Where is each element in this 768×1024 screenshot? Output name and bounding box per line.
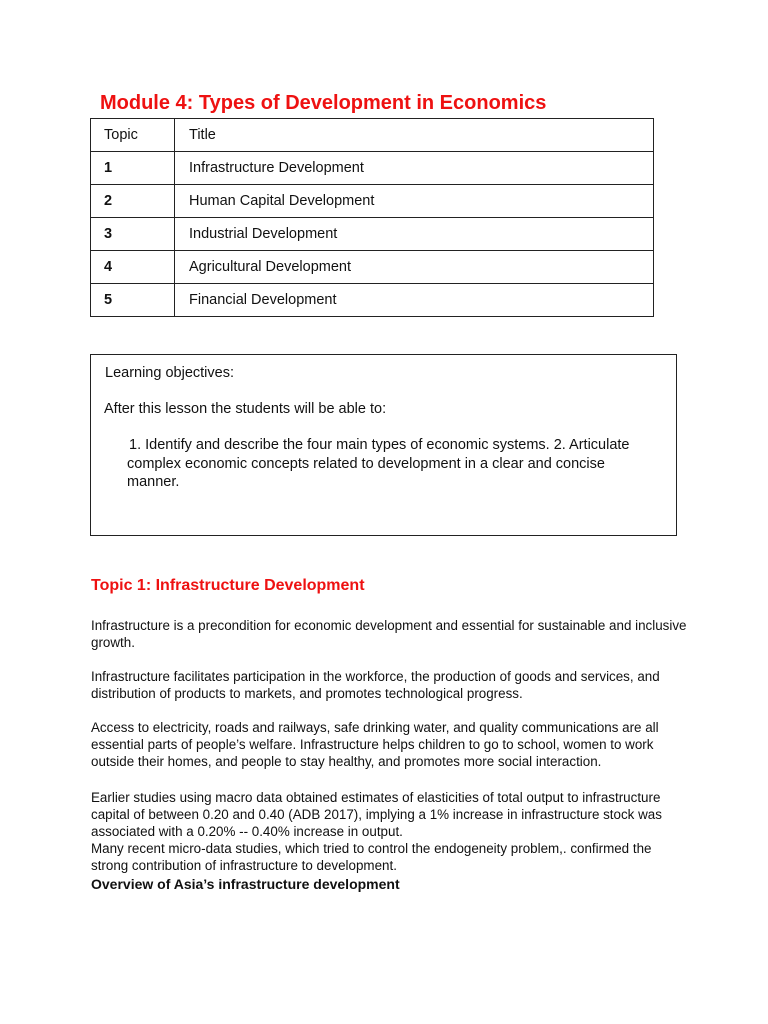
table-row	[91, 152, 654, 185]
topic-title: Agricultural Development	[175, 251, 654, 284]
topic-title: Financial Development	[175, 284, 654, 317]
table-row	[91, 251, 654, 284]
learning-objectives-items: 1. Identify and describe the four main types of economic systems. 2. Articulate complex economic concepts related to development in a clear and concise manner.	[127, 437, 630, 490]
topic-number: 2	[91, 185, 175, 218]
topic-title: Infrastructure Development	[175, 152, 654, 185]
paragraph: Access to electricity, roads and railways, safe drinking water, and quality communications are all essential parts of people’s welfare. Infrastructure helps children to go to school, women to work outside their homes, and people to stay healthy, and promotes more social interaction.	[91, 720, 659, 770]
table-header-row	[91, 119, 654, 152]
paragraph: Infrastructure facilitates participation in the workforce, the production of goods and services, and distribution of products to markets, and promotes technological progress.	[91, 669, 660, 702]
paragraph: Infrastructure is a precondition for economic development and essential for sustainable and inclusive growth.	[91, 618, 687, 651]
learning-objectives-heading: Learning objectives:	[105, 365, 234, 381]
table-row	[91, 284, 654, 317]
topic-number: 1	[91, 152, 175, 185]
topic-number: 3	[91, 218, 175, 251]
topic-number: 4	[91, 251, 175, 284]
topic-number: 5	[91, 284, 175, 317]
paragraph: Earlier studies using macro data obtained estimates of elasticities of total output to infrastructure capital of between 0.20 and 0.40 (ADB 2017), implying a 1% increase in infrastructure stock was associated with a 0.20% -- 0.40% increase in output.	[91, 790, 662, 840]
learning-objectives-box	[90, 354, 677, 536]
topics-table	[90, 118, 654, 317]
topic1-heading: Topic 1: Infrastructure Development	[91, 577, 365, 594]
topic-title: Human Capital Development	[175, 185, 654, 218]
topic-title: Industrial Development	[175, 218, 654, 251]
table-row	[91, 185, 654, 218]
title-column-header: Title	[175, 119, 654, 152]
paragraph: Many recent micro-data studies, which tried to control the endogeneity problem,. confirmed the strong contribution of infrastructure to development.	[91, 841, 652, 874]
table-row	[91, 218, 654, 251]
topic-column-header: Topic	[91, 119, 175, 152]
asia-infrastructure-subheading: Overview of Asia’s infrastructure development	[91, 876, 400, 892]
module-title: Module 4: Types of Development in Economics	[100, 92, 547, 114]
learning-objectives-intro: After this lesson the students will be able to:	[104, 401, 387, 417]
